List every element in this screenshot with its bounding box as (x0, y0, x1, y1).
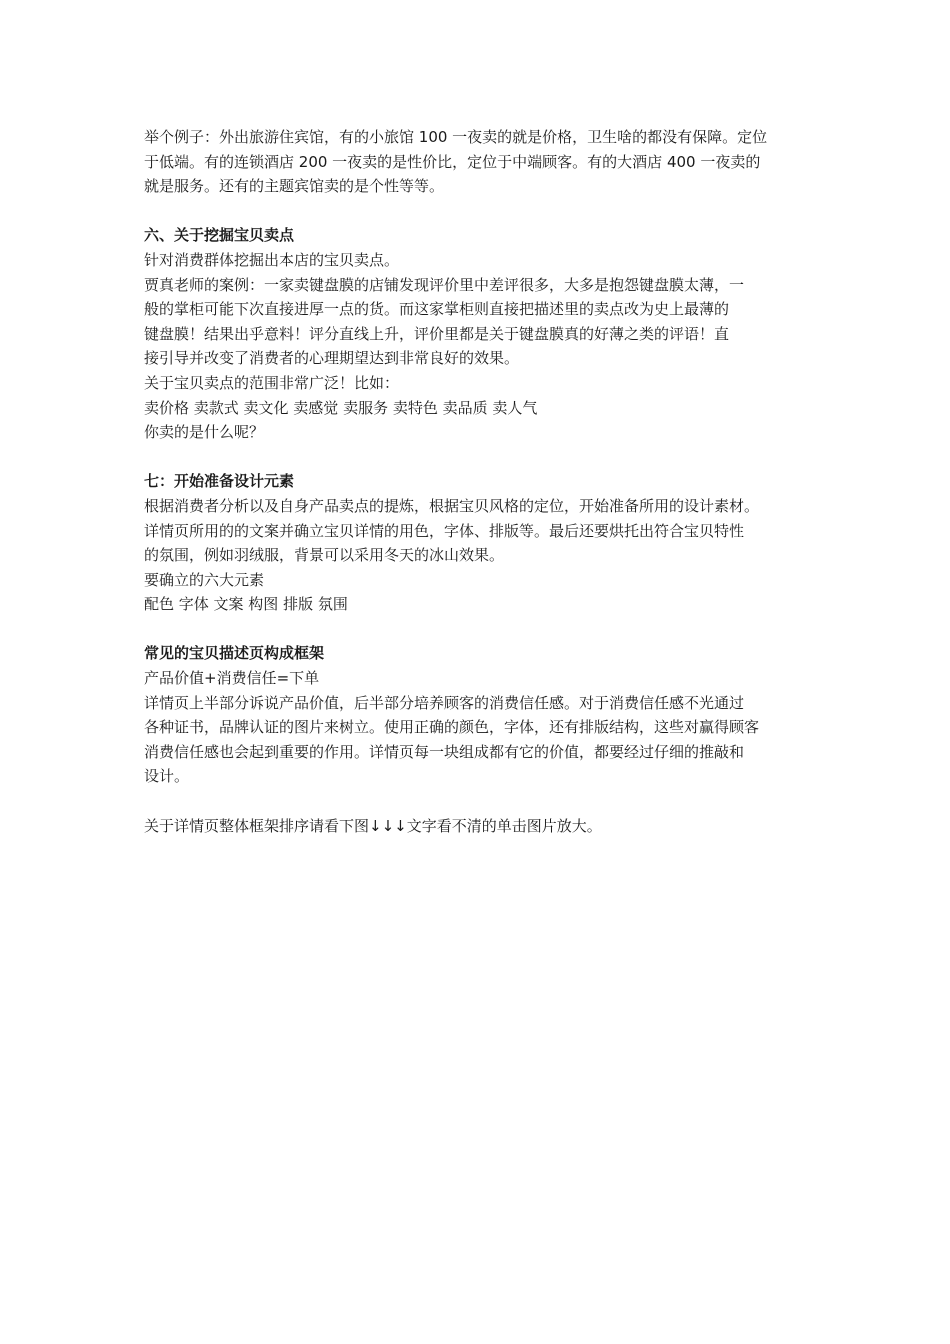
section-framework (144, 641, 814, 789)
intro-paragraph (144, 125, 814, 199)
section-heading: 七：开始准备设计元素 (144, 472, 295, 491)
text-line: 要确立的六大元素 (144, 570, 265, 589)
text-line: 接引导并改变了消费者的心理期望达到非常良好的效果。 (144, 349, 520, 368)
text-line: 设计。 (144, 767, 190, 786)
paragraph-spacer (144, 617, 814, 642)
text-line: 贾真老师的案例：一家卖键盘膜的店铺发现评价里中差评很多，大多是抱怨键盘膜太薄，一 (144, 275, 745, 294)
section-heading: 常见的宝贝描述页构成框架 (144, 644, 325, 663)
text-line: 根据消费者分析以及自身产品卖点的提炼，根据宝贝风格的定位，开始准备所用的设计素材。 (144, 496, 760, 515)
text-line: 举个例子：外出旅游住宾馆，有的小旅馆 100 一夜卖的就是价格，卫生啥的都没有保障。定位 (144, 128, 768, 146)
section-six (144, 223, 814, 444)
selling-points-list: 卖价格 卖款式 卖文化 卖感觉 卖服务 卖特色 卖品质 卖人气 (144, 398, 538, 417)
section-seven (144, 469, 814, 617)
document-page (144, 125, 814, 838)
text-line: 般的掌柜可能下次直接进厚一点的货。而这家掌柜则直接把描述里的卖点改为史上最薄的 (144, 300, 730, 319)
design-elements-list: 配色 字体 文案 构图 排版 氛围 (144, 595, 348, 614)
closing-line: 关于详情页整体框架排序请看下图↓↓↓文字看不清的单击图片放大。 (144, 816, 602, 835)
text-line: 关于宝贝卖点的范围非常广泛！比如： (144, 373, 400, 392)
text-line: 针对消费群体挖掘出本店的宝贝卖点。 (144, 250, 400, 269)
text-line: 详情页上半部分诉说产品价值，后半部分培养顾客的消费信任感。对于消费信任感不光通过 (144, 693, 745, 712)
text-line: 于低端。有的连锁酒店 200 一夜卖的是性价比，定位于中端顾客。有的大酒店 400 一夜卖的 (144, 152, 761, 171)
text-line: 你卖的是什么呢？ (144, 423, 265, 442)
text-line: 各种证书，品牌认证的图片来树立。使用正确的颜色，字体，还有排版结构，这些对赢得顾客 (144, 718, 760, 737)
text-line: 消费信任感也会起到重要的作用。详情页每一块组成都有它的价值，都要经过仔细的推敲和 (144, 742, 745, 761)
paragraph-spacer (144, 199, 814, 224)
text-line: 就是服务。还有的主题宾馆卖的是个性等等。 (144, 177, 445, 196)
formula-line: 产品价值+消费信任=下单 (144, 669, 320, 688)
section-heading: 六、关于挖掘宝贝卖点 (144, 226, 295, 245)
text-line: 的氛围，例如羽绒服，背景可以采用冬天的冰山效果。 (144, 546, 505, 565)
paragraph-spacer (144, 445, 814, 470)
paragraph-spacer (144, 789, 814, 814)
text-line: 详情页所用的的文案并确立宝贝详情的用色，字体、排版等。最后还要烘托出符合宝贝特性 (144, 521, 745, 540)
text-line: 键盘膜！结果出乎意料！评分直线上升，评价里都是关于键盘膜真的好薄之类的评语！直 (144, 324, 730, 343)
